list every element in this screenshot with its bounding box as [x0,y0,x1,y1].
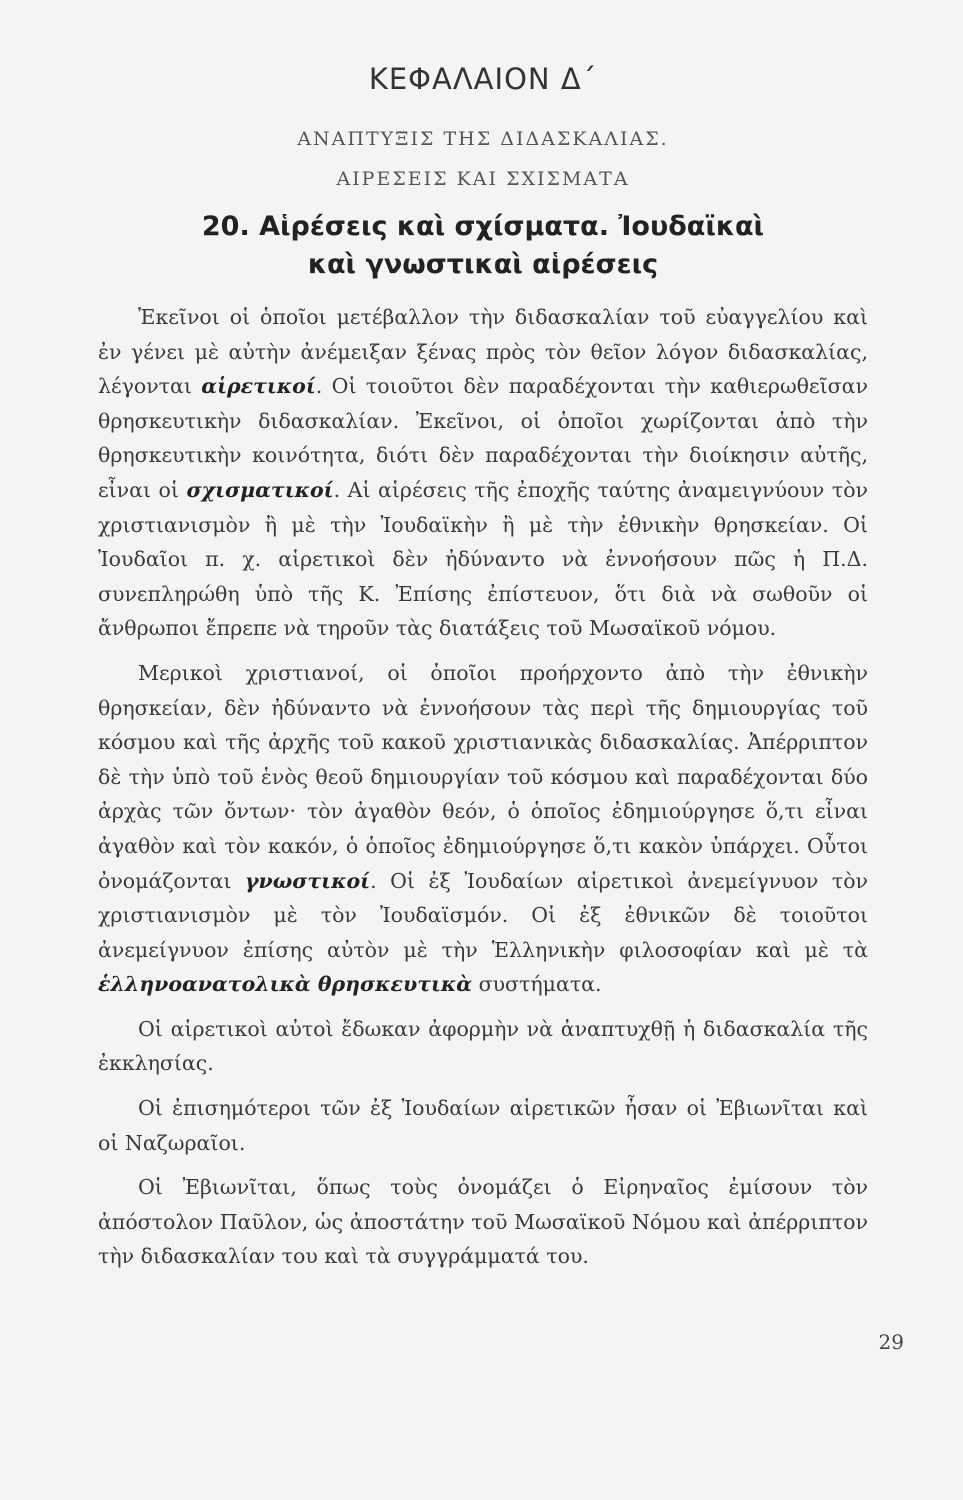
paragraph-1-part-a: Ἐκεῖνοι οἱ ὁποῖοι μετέβαλλον τὴν διδασκαλίαν τοῦ εὐαγγελίου καὶ ἐν γένει μὲ αὐτὴν ἀνέμειξαν ξένας πρὸς τὸν θεῖον λόγον διδασκαλίας, λέγονται [98,305,868,399]
paragraph-2-part-c: συστήματα. [472,972,602,997]
paragraph-2-part-a: Μερικοὶ χριστιανοί, οἱ ὁποῖοι προήρχοντο ἀπὸ τὴν ἐθνικὴν θρησκείαν, δὲν ἠδύναντο νὰ ἐννοήσουν τὰς περὶ τῆς δημιουργίας τοῦ κόσμου καὶ τῆς ἀρχῆς τοῦ κακοῦ χριστιανικὰς διδασκαλίας. Ἀπέρριπτον δὲ τὴν ὑπὸ τοῦ ἑνὸς θεοῦ δημιουργίαν τοῦ κόσμου καὶ παραδέχονται δύο ἀρχὰς τῶν ὄντων· τὸν ἀγαθὸν θεόν, ὁ ὁποῖος ἐδημιούργησε ὅ,τι εἶναι ἀγαθὸν καὶ τὸν κακόν, ὁ ὁποῖος ἐδημιούργησε ὅ,τι κακὸν ὑπάρχει. Οὗτοι ὀνομάζονται [98,660,868,893]
term-hellenoanatolika: ἑλληνοανατολικὰ θρησκευτικὰ [98,972,473,997]
book-page [98,0,904,1500]
chapter-title: ΚΕΦΑΛΑΙΟΝ Δ΄ [368,62,598,96]
term-hairetikoi: αἱρετικοί [201,374,316,399]
subsection-title-line2: καὶ γνωστικαὶ αἱρέσεις [307,249,659,280]
paragraph-2-part-b: . Οἱ ἐξ Ἰουδαίων αἱρετικοὶ ἀνεμείγνυον τὸν χριστιανισμὸν μὲ τὸν Ἰουδαϊσμόν. Οἱ ἐξ ἐθνικῶν δὲ τοιοῦτοι ἀνεμείγνυον ἐπίσης αὐτὸν μὲ τὴν Ἑλληνικὴν φιλοσοφίαν καὶ μὲ τὰ [98,868,869,962]
page-number: 29 [878,1330,904,1354]
term-gnostikoi: γνωστικοί [245,868,371,893]
subsection-title [98,208,868,284]
subsection-title-line1: 20. Αἱρέσεις καὶ σχίσματα. Ἰουδαϊκαὶ [201,211,765,242]
paragraph-1-part-c: . Αἱ αἱρέσεις τῆς ἐποχῆς ταύτης ἀναμειγνύουν τὸν χριστιανισμὸν ἢ μὲ τὴν Ἰουδαϊκὴν ἢ μὲ τὴν ἐθνικὴν θρησκείαν. Οἱ Ἰουδαῖοι π. χ. αἱρετικοὶ δὲν ἠδύναντο νὰ ἐννοήσουν πῶς ἡ Π.Δ. συνεπληρώθη ὑπὸ τῆς Κ. Ἐπίσης ἐπίστευον, ὅτι διὰ νὰ σωθοῦν οἱ ἄνθρωποι ἔπρεπε νὰ τηροῦν τὰς διατάξεις τοῦ Μωσαϊκοῦ νόμου. [98,477,869,641]
paragraph-3: Οἱ αἱρετικοὶ αὐτοὶ ἔδωκαν ἀφορμὴν νὰ ἀναπτυχθῇ ἡ διδασκαλία τῆς ἐκκλησίας. [98,1016,868,1076]
paragraph-4: Οἱ ἐπισημότεροι τῶν ἐξ Ἰουδαίων αἱρετικῶν ἦσαν οἱ Ἐβιωνῖται καὶ οἱ Ναζωραῖοι. [98,1096,868,1155]
paragraph-1-part-b: . Οἱ τοιοῦτοι δὲν παραδέχονται τὴν καθιερωθεῖσαν θρησκευτικὴν διδασκαλίαν. Ἐκεῖνοι, οἱ ὁποῖοι χωρίζονται ἀπὸ τὴν θρησκευτικὴν κοινότητα, διότι δὲν παραδέχονται τὴν διοίκησιν αὐτῆς, εἶναι οἱ [98,374,868,502]
paragraph-1 [98,300,868,646]
section-heading-line2: ΑΙΡΕΣΕΙΣ ΚΑΙ ΣΧΙΣΜΑΤΑ [336,168,630,190]
term-schismatikoi: σχισματικοί [186,477,334,502]
section-heading-line1: ΑΝΑΠΤΥΞΙΣ ΤΗΣ ΔΙΔΑΣΚΑΛΙΑΣ. [297,128,669,150]
paragraph-2 [98,656,868,1002]
paragraph-5: Οἱ Ἐβιωνῖται, ὅπως τοὺς ὀνομάζει ὁ Εἰρηναῖος ἐμίσουν τὸν ἀπόστολον Παῦλον, ὡς ἀποστάτην τοῦ Μωσαϊκοῦ Νόμου καὶ ἀπέρριπτον τὴν διδασκαλίαν του καὶ τὰ συγγράμματά του. [98,1175,868,1269]
body-text [98,300,868,1284]
